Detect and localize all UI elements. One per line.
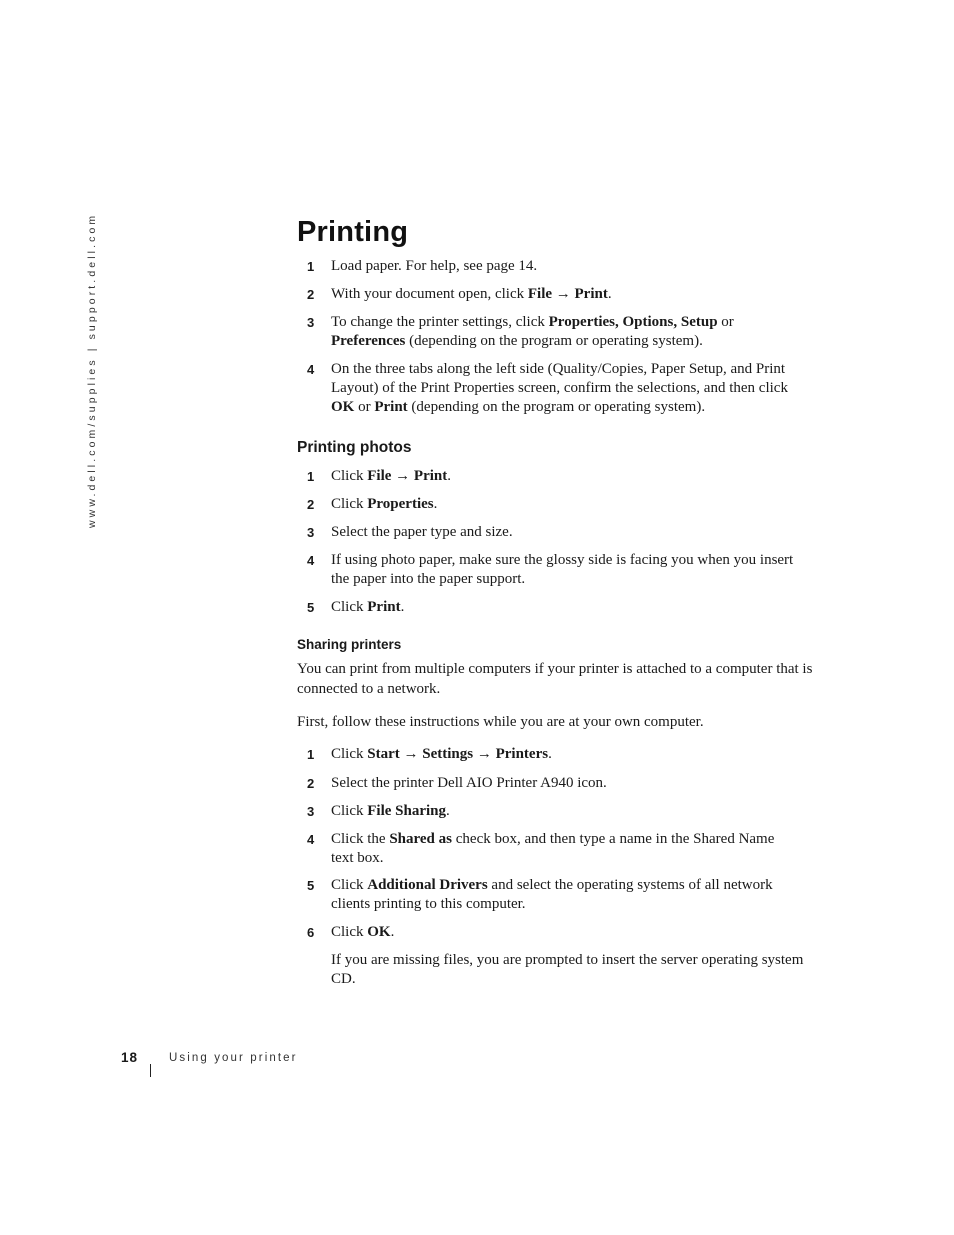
section-heading-printing-photos: Printing photos xyxy=(297,439,412,456)
step-number: 4 xyxy=(307,362,315,377)
page-content xyxy=(297,212,817,987)
ui-term: Preferences xyxy=(331,333,406,349)
sharing-note: If you are missing files, you are prompted to insert the server operating system CD. xyxy=(331,952,804,987)
footer-divider xyxy=(150,1064,151,1077)
footer-section-title: Using your printer xyxy=(169,1052,298,1064)
step-text: Click Additional Drivers and select the operating systems of all network clients printing to this computer. xyxy=(331,877,773,912)
ui-term: Print xyxy=(413,468,448,484)
ui-term: Print xyxy=(367,599,401,615)
step-text: Click Print. xyxy=(331,599,405,615)
step-number: 2 xyxy=(307,287,315,302)
step-item xyxy=(307,802,797,821)
step-text: Click File → Print. xyxy=(331,468,451,484)
step-item xyxy=(307,467,797,486)
step-text: To change the printer settings, click Properties, Options, Setup or Preferences (depending on the program or operating system). xyxy=(331,314,734,349)
step-text: Select the paper type and size. xyxy=(331,524,513,540)
step-item xyxy=(307,876,797,914)
sharing-paragraph: You can print from multiple computers if your printer is attached to a computer that is connected to a network. xyxy=(297,661,813,697)
section-heading-sharing-printers: Sharing printers xyxy=(297,637,402,652)
step-item xyxy=(307,598,797,617)
sidebar-url: www.dell.com/supplies | support.dell.com xyxy=(86,212,98,528)
step-item xyxy=(307,313,797,351)
step-text: Click File Sharing. xyxy=(331,803,450,819)
ui-term: Properties, Options, Setup xyxy=(548,314,718,330)
step-text: If using photo paper, make sure the glossy side is facing you when you insert the paper into the paper support. xyxy=(331,552,794,587)
step-number: 4 xyxy=(307,832,315,847)
ui-term: Printers xyxy=(495,746,549,762)
step-item xyxy=(307,830,797,868)
step-number: 1 xyxy=(307,469,315,484)
step-number: 1 xyxy=(307,747,315,762)
step-item xyxy=(307,923,797,942)
step-number: 3 xyxy=(307,804,315,819)
step-text: With your document open, click File → Print. xyxy=(331,286,612,302)
step-item xyxy=(307,285,797,304)
page-number: 18 xyxy=(121,1050,139,1065)
sharing-paragraph: First, follow these instructions while you are at your own computer. xyxy=(297,714,704,730)
ui-term: OK xyxy=(367,924,391,940)
ui-term: Print xyxy=(374,399,408,415)
step-text: Click OK. xyxy=(331,924,395,940)
ui-term: File Sharing xyxy=(367,803,447,819)
step-number: 6 xyxy=(307,925,315,940)
step-number: 2 xyxy=(307,497,315,512)
ui-term: File xyxy=(367,468,392,484)
page-title: Printing xyxy=(297,216,409,248)
step-item xyxy=(307,774,797,793)
step-item xyxy=(307,745,797,764)
step-item xyxy=(307,523,797,542)
ui-term: File xyxy=(527,286,553,302)
step-number: 1 xyxy=(307,259,315,274)
ui-term: Additional Drivers xyxy=(367,877,488,893)
step-text: Load paper. For help, see page 14. xyxy=(331,258,538,274)
ui-term: Settings xyxy=(422,746,474,762)
ui-term: Print xyxy=(574,286,608,302)
step-item xyxy=(307,257,797,276)
step-item xyxy=(307,495,797,514)
ui-term: Shared as xyxy=(389,831,452,847)
step-item xyxy=(307,551,797,589)
step-text: Click Start → Settings → Printers. xyxy=(331,746,552,762)
step-number: 3 xyxy=(307,525,315,540)
ui-term: OK xyxy=(331,399,355,415)
step-text: Click the Shared as check box, and then type a name in the Shared Name text box. xyxy=(331,831,775,866)
step-number: 4 xyxy=(307,553,315,568)
step-item xyxy=(307,360,797,417)
ui-term: Properties xyxy=(367,496,434,512)
ui-term: Start xyxy=(367,746,400,762)
step-number: 5 xyxy=(307,878,315,893)
step-number: 2 xyxy=(307,776,315,791)
step-number: 3 xyxy=(307,315,315,330)
step-text: Select the printer Dell AIO Printer A940 icon. xyxy=(331,775,607,791)
step-text: On the three tabs along the left side (Quality/Copies, Paper Setup, and Print Layout) of the Print Properties screen, confirm the selections, and then click OK or Print (depending on the program or operating system). xyxy=(331,361,788,415)
step-text: Click Properties. xyxy=(331,496,438,512)
step-number: 5 xyxy=(307,600,315,615)
